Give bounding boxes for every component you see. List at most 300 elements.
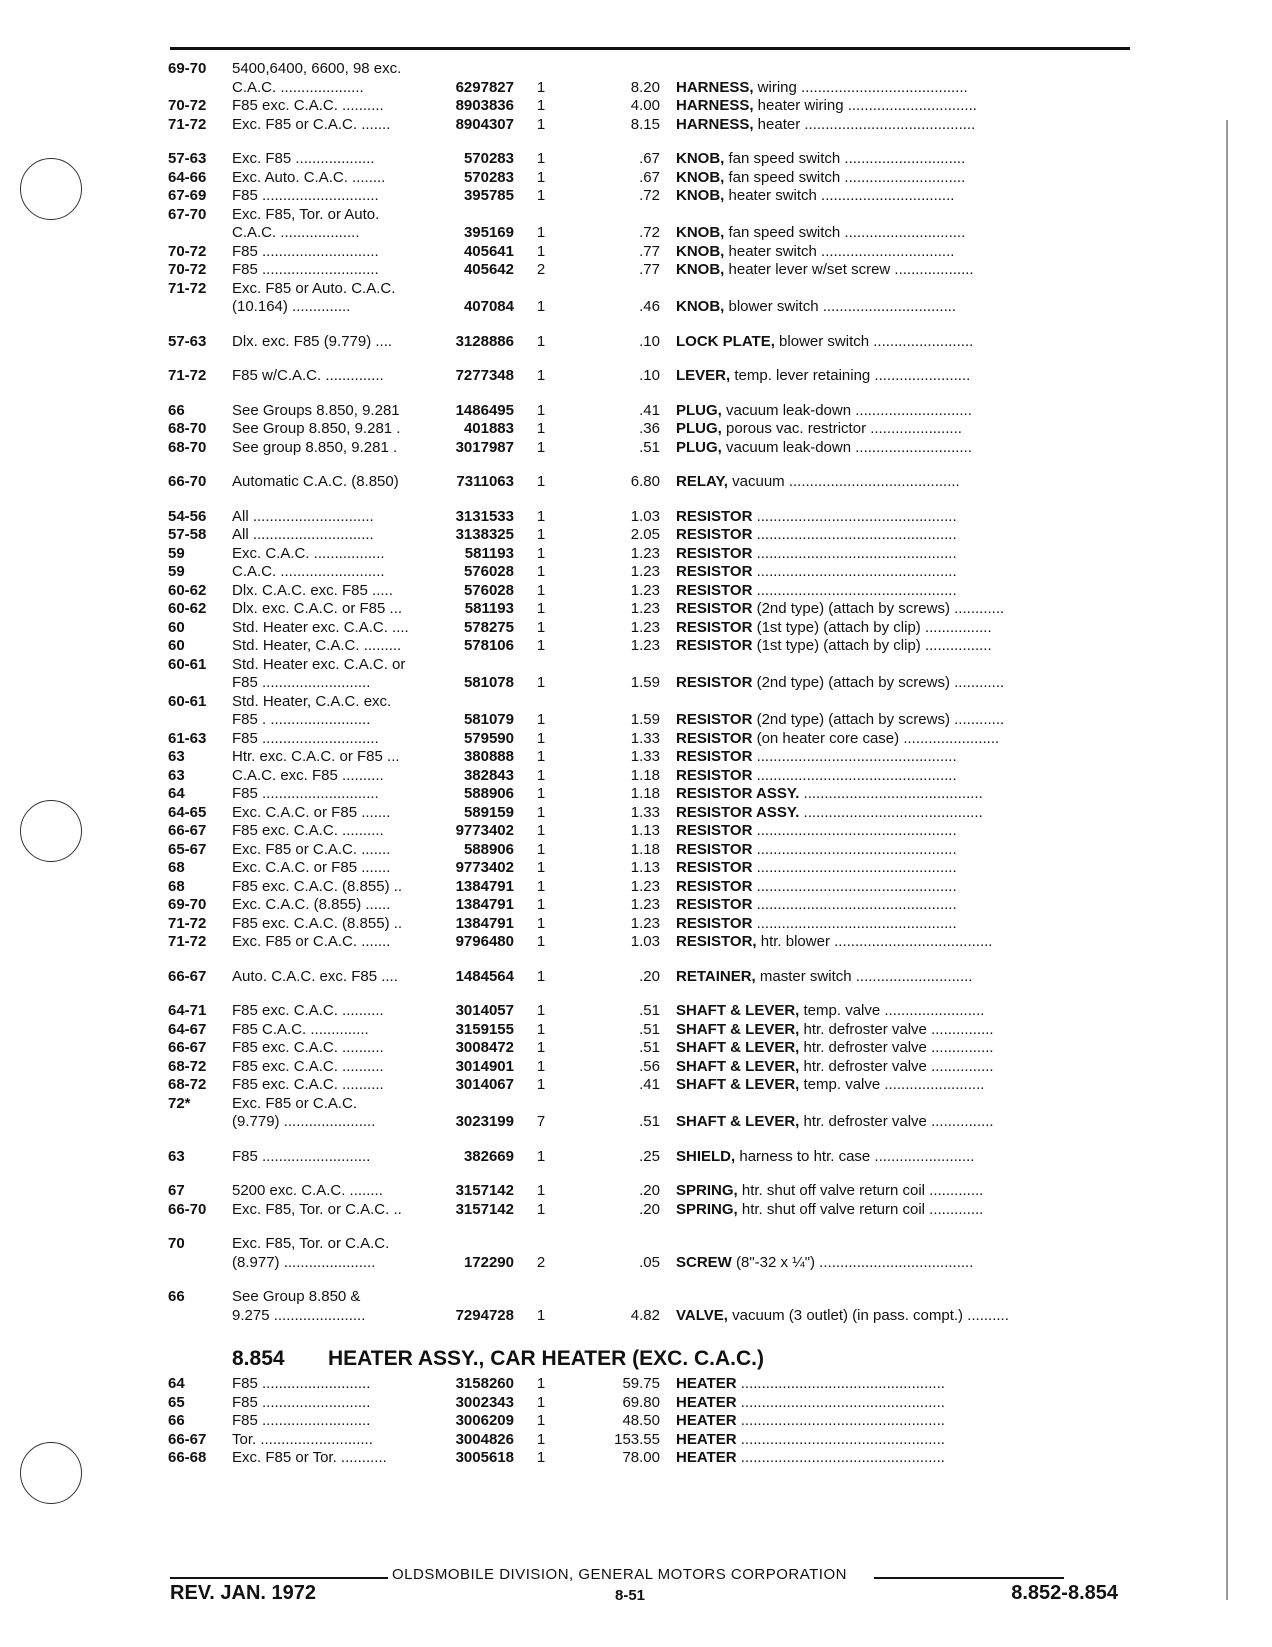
model-application: Exc. F85 or Tor. ...........	[232, 1449, 387, 1466]
model-year: 64	[168, 785, 185, 802]
model-year: 64-71	[168, 1002, 207, 1019]
parts-group	[168, 1002, 1128, 1132]
table-row	[168, 748, 1128, 767]
part-description	[676, 1113, 1126, 1132]
price: 1.13	[630, 822, 660, 839]
model-year: 59	[168, 563, 185, 580]
part-number: 1384791	[455, 896, 514, 913]
table-row	[168, 60, 1128, 79]
part-description	[676, 545, 1126, 564]
model-application: Exc. C.A.C. or F85 .......	[232, 803, 391, 821]
part-number: 3006209	[455, 1412, 514, 1429]
section-parts	[168, 1375, 1128, 1468]
parts-group	[168, 367, 1128, 386]
revision-date: REV. JAN. 1972	[170, 1582, 317, 1604]
model-year: 68-70	[168, 438, 207, 456]
price: .51	[639, 1002, 660, 1019]
table-row	[168, 150, 1128, 169]
part-detail: fan speed switch .............................	[724, 168, 966, 186]
part-number: 3157142	[455, 1200, 514, 1218]
quantity: 1	[536, 618, 546, 636]
part-detail: harness to htr. case ........................	[735, 1147, 975, 1165]
quantity: 1	[536, 438, 546, 456]
price: .05	[639, 1253, 660, 1271]
price: 59.75	[622, 1375, 660, 1392]
part-description	[676, 896, 1126, 915]
part-detail: .................................................	[736, 1375, 945, 1392]
part-name: RESISTOR	[676, 711, 753, 728]
model-application: Exc. C.A.C. (8.855) ......	[232, 896, 391, 913]
model-year: 68-70	[168, 420, 207, 437]
part-name: RESISTOR	[676, 618, 753, 636]
quantity: 1	[536, 1039, 546, 1056]
part-description	[676, 333, 1126, 352]
table-row	[168, 767, 1128, 786]
part-description	[676, 933, 1126, 952]
model-year: 64-67	[168, 1020, 207, 1038]
table-row	[168, 1021, 1128, 1040]
price: .10	[639, 332, 660, 350]
part-description	[676, 1182, 1126, 1201]
model-application: (8.977) ......................	[232, 1253, 376, 1271]
part-name: SHIELD,	[676, 1147, 736, 1165]
part-number: 3014057	[455, 1002, 514, 1019]
model-application: All .............................	[232, 526, 374, 543]
model-year: 70	[168, 1235, 185, 1252]
footer-rule	[170, 1577, 388, 1579]
quantity: 1	[536, 600, 546, 617]
table-row	[168, 859, 1128, 878]
part-name: RESISTOR	[676, 896, 753, 913]
quantity: 1	[536, 637, 546, 654]
quantity: 1	[536, 711, 546, 728]
part-description	[676, 582, 1126, 601]
table-row	[168, 1113, 1128, 1132]
model-year: 64-65	[168, 803, 207, 821]
part-name: RESISTOR	[676, 877, 753, 895]
table-row	[168, 367, 1128, 386]
model-application: 5400,6400, 6600, 98 exc.	[232, 60, 402, 77]
model-year: 71-72	[168, 933, 207, 950]
part-number: 395785	[463, 187, 514, 204]
model-year: 64-66	[168, 168, 207, 186]
table-row	[168, 674, 1128, 693]
table-row	[168, 187, 1128, 206]
quantity: 1	[536, 1057, 546, 1075]
part-name: SHAFT & LEVER,	[676, 1002, 800, 1019]
part-name: HEATER	[676, 1449, 737, 1466]
part-detail: ................................................	[752, 914, 957, 932]
price: 78.00	[622, 1449, 660, 1466]
model-application: F85 ..........................	[232, 1375, 371, 1392]
model-year: 71-72	[168, 279, 207, 297]
part-description	[676, 97, 1126, 116]
price: 1.23	[630, 877, 660, 895]
model-year: 60	[168, 637, 185, 654]
part-number: 380888	[463, 748, 514, 765]
model-year: 70-72	[168, 242, 207, 260]
table-row	[168, 1201, 1128, 1220]
price: .51	[639, 438, 660, 456]
part-number: 405641	[463, 242, 514, 260]
model-year: 60	[168, 618, 185, 636]
part-number: 9796480	[455, 933, 514, 950]
model-year: 66	[168, 1412, 185, 1429]
part-name: RESISTOR ASSY.	[676, 785, 800, 802]
price: 4.00	[630, 97, 660, 114]
price: 1.03	[630, 933, 660, 950]
table-row	[168, 1039, 1128, 1058]
part-number: 405642	[463, 261, 514, 278]
quantity: 1	[536, 581, 546, 599]
part-number: 1384791	[455, 877, 514, 895]
model-year: 71-72	[168, 367, 207, 384]
price: 153.55	[614, 1430, 660, 1448]
part-number: 581193	[464, 600, 514, 617]
model-year: 66-67	[168, 822, 207, 839]
model-application: See group 8.850, 9.281 .	[232, 438, 398, 456]
quantity: 1	[536, 526, 546, 543]
table-row	[168, 1288, 1128, 1307]
part-description	[676, 420, 1126, 439]
quantity: 1	[536, 1449, 546, 1466]
part-name: HEATER	[676, 1430, 737, 1448]
quantity: 2	[536, 261, 546, 278]
table-row	[168, 1412, 1128, 1431]
part-name: PLUG,	[676, 420, 722, 437]
model-year: 66-68	[168, 1449, 207, 1466]
quantity: 1	[536, 332, 546, 350]
price: 1.23	[630, 637, 660, 654]
part-description	[676, 1375, 1126, 1394]
part-detail: ................................................	[752, 507, 957, 525]
part-description	[676, 841, 1126, 860]
part-name: LEVER,	[676, 367, 731, 384]
division-text: OLDSMOBILE DIVISION, GENERAL MOTORS CORPORATION	[392, 1566, 847, 1583]
model-year: 66	[168, 1288, 185, 1305]
part-detail: ................................................	[752, 859, 957, 876]
part-number: 578275	[463, 618, 514, 636]
table-row	[168, 1002, 1128, 1021]
model-application: Exc. Auto. C.A.C. ........	[232, 168, 386, 186]
part-number: 3159155	[455, 1020, 514, 1038]
part-detail: vacuum .........................................	[727, 473, 960, 490]
part-number: 7277348	[455, 367, 514, 384]
price: 1.33	[630, 729, 660, 747]
model-year: 67	[168, 1182, 185, 1199]
part-name: RESISTOR	[676, 563, 753, 580]
part-description	[676, 1254, 1126, 1273]
model-year: 61-63	[168, 729, 207, 747]
table-row	[168, 711, 1128, 730]
part-number: 395169	[463, 224, 514, 241]
part-detail: blower switch ........................	[774, 332, 974, 350]
quantity: 1	[536, 766, 546, 784]
part-name: PLUG,	[676, 438, 722, 456]
table-row	[168, 1058, 1128, 1077]
part-detail: htr. blower ......................................	[756, 933, 993, 950]
model-year: 66-67	[168, 1039, 207, 1056]
quantity: 1	[536, 729, 546, 747]
part-name: KNOB,	[676, 168, 725, 186]
table-row	[168, 97, 1128, 116]
part-name: RESISTOR	[676, 748, 753, 765]
price: 1.18	[630, 766, 660, 784]
model-year: 63	[168, 1147, 185, 1165]
part-description	[676, 674, 1126, 693]
model-year: 63	[168, 766, 185, 784]
page-edge	[1226, 120, 1228, 1600]
part-name: RESISTOR	[676, 637, 753, 654]
part-description	[676, 187, 1126, 206]
punch-hole	[20, 800, 82, 862]
part-detail: (2nd type) (attach by screws) ............	[752, 674, 1005, 691]
model-year: 64	[168, 1375, 185, 1392]
parts-group	[168, 473, 1128, 492]
quantity: 1	[536, 859, 546, 876]
table-row	[168, 582, 1128, 601]
part-detail: ................................................	[752, 544, 957, 562]
model-year: 70-72	[168, 261, 207, 278]
model-application: Exc. C.A.C. or F85 .......	[232, 859, 391, 876]
model-application: F85 exc. C.A.C. ..........	[232, 822, 384, 839]
quantity: 1	[536, 896, 546, 913]
part-detail: ................................................	[752, 581, 957, 599]
model-year: 68	[168, 859, 185, 876]
quantity: 1	[536, 1430, 546, 1448]
part-number: 1484564	[455, 967, 514, 985]
part-detail: vacuum leak-down ............................	[721, 401, 972, 419]
part-description	[676, 711, 1126, 730]
model-application: Dlx. exc. C.A.C. or F85 ...	[232, 600, 403, 617]
parts-group	[168, 60, 1128, 134]
model-application: See Group 8.850, 9.281 .	[232, 420, 401, 437]
part-detail: master switch ............................	[755, 967, 973, 985]
quantity: 1	[536, 933, 546, 950]
price: .20	[639, 967, 660, 985]
part-detail: ...........................................	[799, 803, 983, 821]
price: 1.23	[630, 914, 660, 932]
part-description	[676, 968, 1126, 987]
model-year: 66-70	[168, 473, 207, 490]
part-detail: ................................................	[752, 877, 957, 895]
quantity: 1	[536, 544, 546, 562]
part-number: 382843	[463, 766, 514, 784]
model-year: 57-63	[168, 150, 207, 167]
part-detail: (2nd type) (attach by screws) ............	[752, 711, 1005, 728]
quantity: 1	[536, 1147, 546, 1165]
part-description	[676, 79, 1126, 98]
model-application: F85 w/C.A.C. ..............	[232, 367, 384, 384]
quantity: 1	[536, 1306, 546, 1324]
quantity: 1	[536, 168, 546, 186]
part-description	[676, 1449, 1126, 1468]
part-description	[676, 915, 1126, 934]
price: 1.23	[630, 544, 660, 562]
price: 1.13	[630, 859, 660, 876]
part-detail: ................................................	[752, 822, 957, 839]
part-description	[676, 526, 1126, 545]
table-row	[168, 693, 1128, 712]
model-application: F85 exc. C.A.C. (8.855) ..	[232, 877, 403, 895]
part-detail: .................................................	[736, 1412, 945, 1429]
part-number: 588906	[463, 785, 514, 802]
part-description	[676, 508, 1126, 527]
model-application: F85 ..........................	[232, 1412, 371, 1429]
table-row	[168, 804, 1128, 823]
part-detail: temp. valve ........................	[799, 1076, 985, 1093]
model-year: 68	[168, 877, 185, 895]
price: .25	[639, 1147, 660, 1165]
parts-groups	[168, 60, 1128, 1325]
part-number: 570283	[463, 168, 514, 186]
model-application: F85 exc. C.A.C. ..........	[232, 1057, 384, 1075]
model-year: 68-72	[168, 1057, 207, 1075]
part-description	[676, 767, 1126, 786]
part-number: 3004826	[455, 1430, 514, 1448]
model-application: F85 ............................	[232, 261, 379, 278]
table-row	[168, 261, 1128, 280]
price: .36	[639, 420, 660, 437]
part-name: RESISTOR	[676, 600, 753, 617]
table-row	[168, 420, 1128, 439]
part-description	[676, 1148, 1126, 1167]
part-name: RESISTOR	[676, 822, 753, 839]
part-name: RETAINER,	[676, 967, 756, 985]
part-name: HEATER	[676, 1393, 737, 1411]
part-name: RESISTOR	[676, 859, 753, 876]
part-name: LOCK PLATE,	[676, 332, 775, 350]
price: 8.20	[630, 78, 660, 96]
part-description	[676, 243, 1126, 262]
model-application: See Groups 8.850, 9.281	[232, 401, 400, 419]
model-application: C.A.C. ...................	[232, 224, 360, 241]
part-number: 581193	[464, 544, 514, 562]
part-name: HARNESS,	[676, 115, 754, 133]
part-number: 1486495	[455, 401, 514, 419]
part-description	[676, 600, 1126, 619]
section-range: 8.852-8.854	[1011, 1582, 1118, 1604]
table-row	[168, 298, 1128, 317]
model-application: 5200 exc. C.A.C. ........	[232, 1182, 383, 1199]
model-year: 63	[168, 748, 185, 765]
part-description	[676, 1431, 1126, 1450]
model-application: Exc. F85 or C.A.C. .......	[232, 933, 391, 950]
part-detail: ................................................	[752, 840, 957, 858]
model-application: Exc. F85, Tor. or Auto.	[232, 205, 380, 223]
part-name: KNOB,	[676, 150, 725, 167]
part-number: 570283	[463, 150, 514, 167]
part-number: 7311063	[456, 473, 514, 490]
model-year: 66-67	[168, 1430, 207, 1448]
table-row	[168, 637, 1128, 656]
table-row	[168, 1182, 1128, 1201]
part-detail: ................................................	[752, 896, 957, 913]
quantity: 1	[536, 914, 546, 932]
part-description	[676, 402, 1126, 421]
table-row	[168, 822, 1128, 841]
part-number: 3008472	[455, 1039, 514, 1056]
price: 1.03	[630, 507, 660, 525]
parts-group	[168, 333, 1128, 352]
part-number: 8904307	[455, 115, 514, 133]
model-year: 69-70	[168, 896, 207, 913]
part-description	[676, 804, 1126, 823]
part-number: 3014067	[455, 1076, 514, 1093]
part-description	[676, 150, 1126, 169]
price: 1.23	[630, 618, 660, 636]
part-description	[676, 116, 1126, 135]
model-application: F85 ..........................	[232, 674, 371, 691]
model-application: F85 exc. C.A.C. ..........	[232, 1002, 384, 1019]
part-detail: ................................................	[752, 563, 957, 580]
model-application: F85 ..........................	[232, 1393, 371, 1411]
model-application: F85 ............................	[232, 242, 379, 260]
model-application: Exc. C.A.C. .................	[232, 544, 385, 562]
part-number: 3138325	[455, 526, 514, 543]
quantity: 1	[536, 1393, 546, 1411]
quantity: 1	[536, 1020, 546, 1038]
part-number: 3005618	[455, 1449, 514, 1466]
model-year: 72*	[168, 1094, 191, 1112]
table-row	[168, 169, 1128, 188]
quantity: 1	[536, 97, 546, 114]
quantity: 1	[536, 840, 546, 858]
model-application: Std. Heater exc. C.A.C. or	[232, 655, 406, 673]
table-row	[168, 841, 1128, 860]
part-number: 3002343	[455, 1393, 514, 1411]
model-year: 60-61	[168, 655, 207, 673]
price: 1.23	[630, 600, 660, 617]
part-name: SHAFT & LEVER,	[676, 1076, 800, 1093]
price: 1.59	[630, 674, 660, 691]
model-year: 66	[168, 401, 185, 419]
part-name: PLUG,	[676, 401, 722, 419]
quantity: 1	[536, 420, 546, 437]
part-name: HARNESS,	[676, 97, 754, 114]
table-row	[168, 439, 1128, 458]
part-name: RESISTOR	[676, 840, 753, 858]
model-application: Std. Heater, C.A.C. exc.	[232, 692, 392, 710]
model-year: 54-56	[168, 507, 207, 525]
price: 48.50	[622, 1412, 660, 1429]
part-description	[676, 169, 1126, 188]
part-name: SHAFT & LEVER,	[676, 1020, 800, 1038]
part-detail: porous vac. restrictor ......................	[721, 420, 962, 437]
price: 6.80	[630, 473, 660, 490]
model-year: 65-67	[168, 840, 207, 858]
model-year: 57-63	[168, 332, 207, 350]
part-name: SPRING,	[676, 1182, 738, 1199]
quantity: 1	[536, 187, 546, 204]
part-name: KNOB,	[676, 298, 725, 315]
part-number: 9773402	[455, 859, 514, 876]
part-number: 3128886	[455, 332, 514, 350]
price: .72	[639, 187, 660, 204]
table-row	[168, 280, 1128, 299]
model-application: C.A.C. ....................	[232, 78, 364, 96]
part-detail: .................................................	[736, 1449, 945, 1466]
top-rule	[170, 47, 1130, 50]
quantity: 1	[536, 563, 546, 580]
part-description	[676, 1394, 1126, 1413]
part-detail: .................................................	[736, 1430, 945, 1448]
table-row	[168, 333, 1128, 352]
section-heading	[168, 1341, 1128, 1375]
quantity: 1	[536, 1200, 546, 1218]
parts-group	[168, 508, 1128, 952]
model-application: Std. Heater, C.A.C. .........	[232, 637, 402, 654]
